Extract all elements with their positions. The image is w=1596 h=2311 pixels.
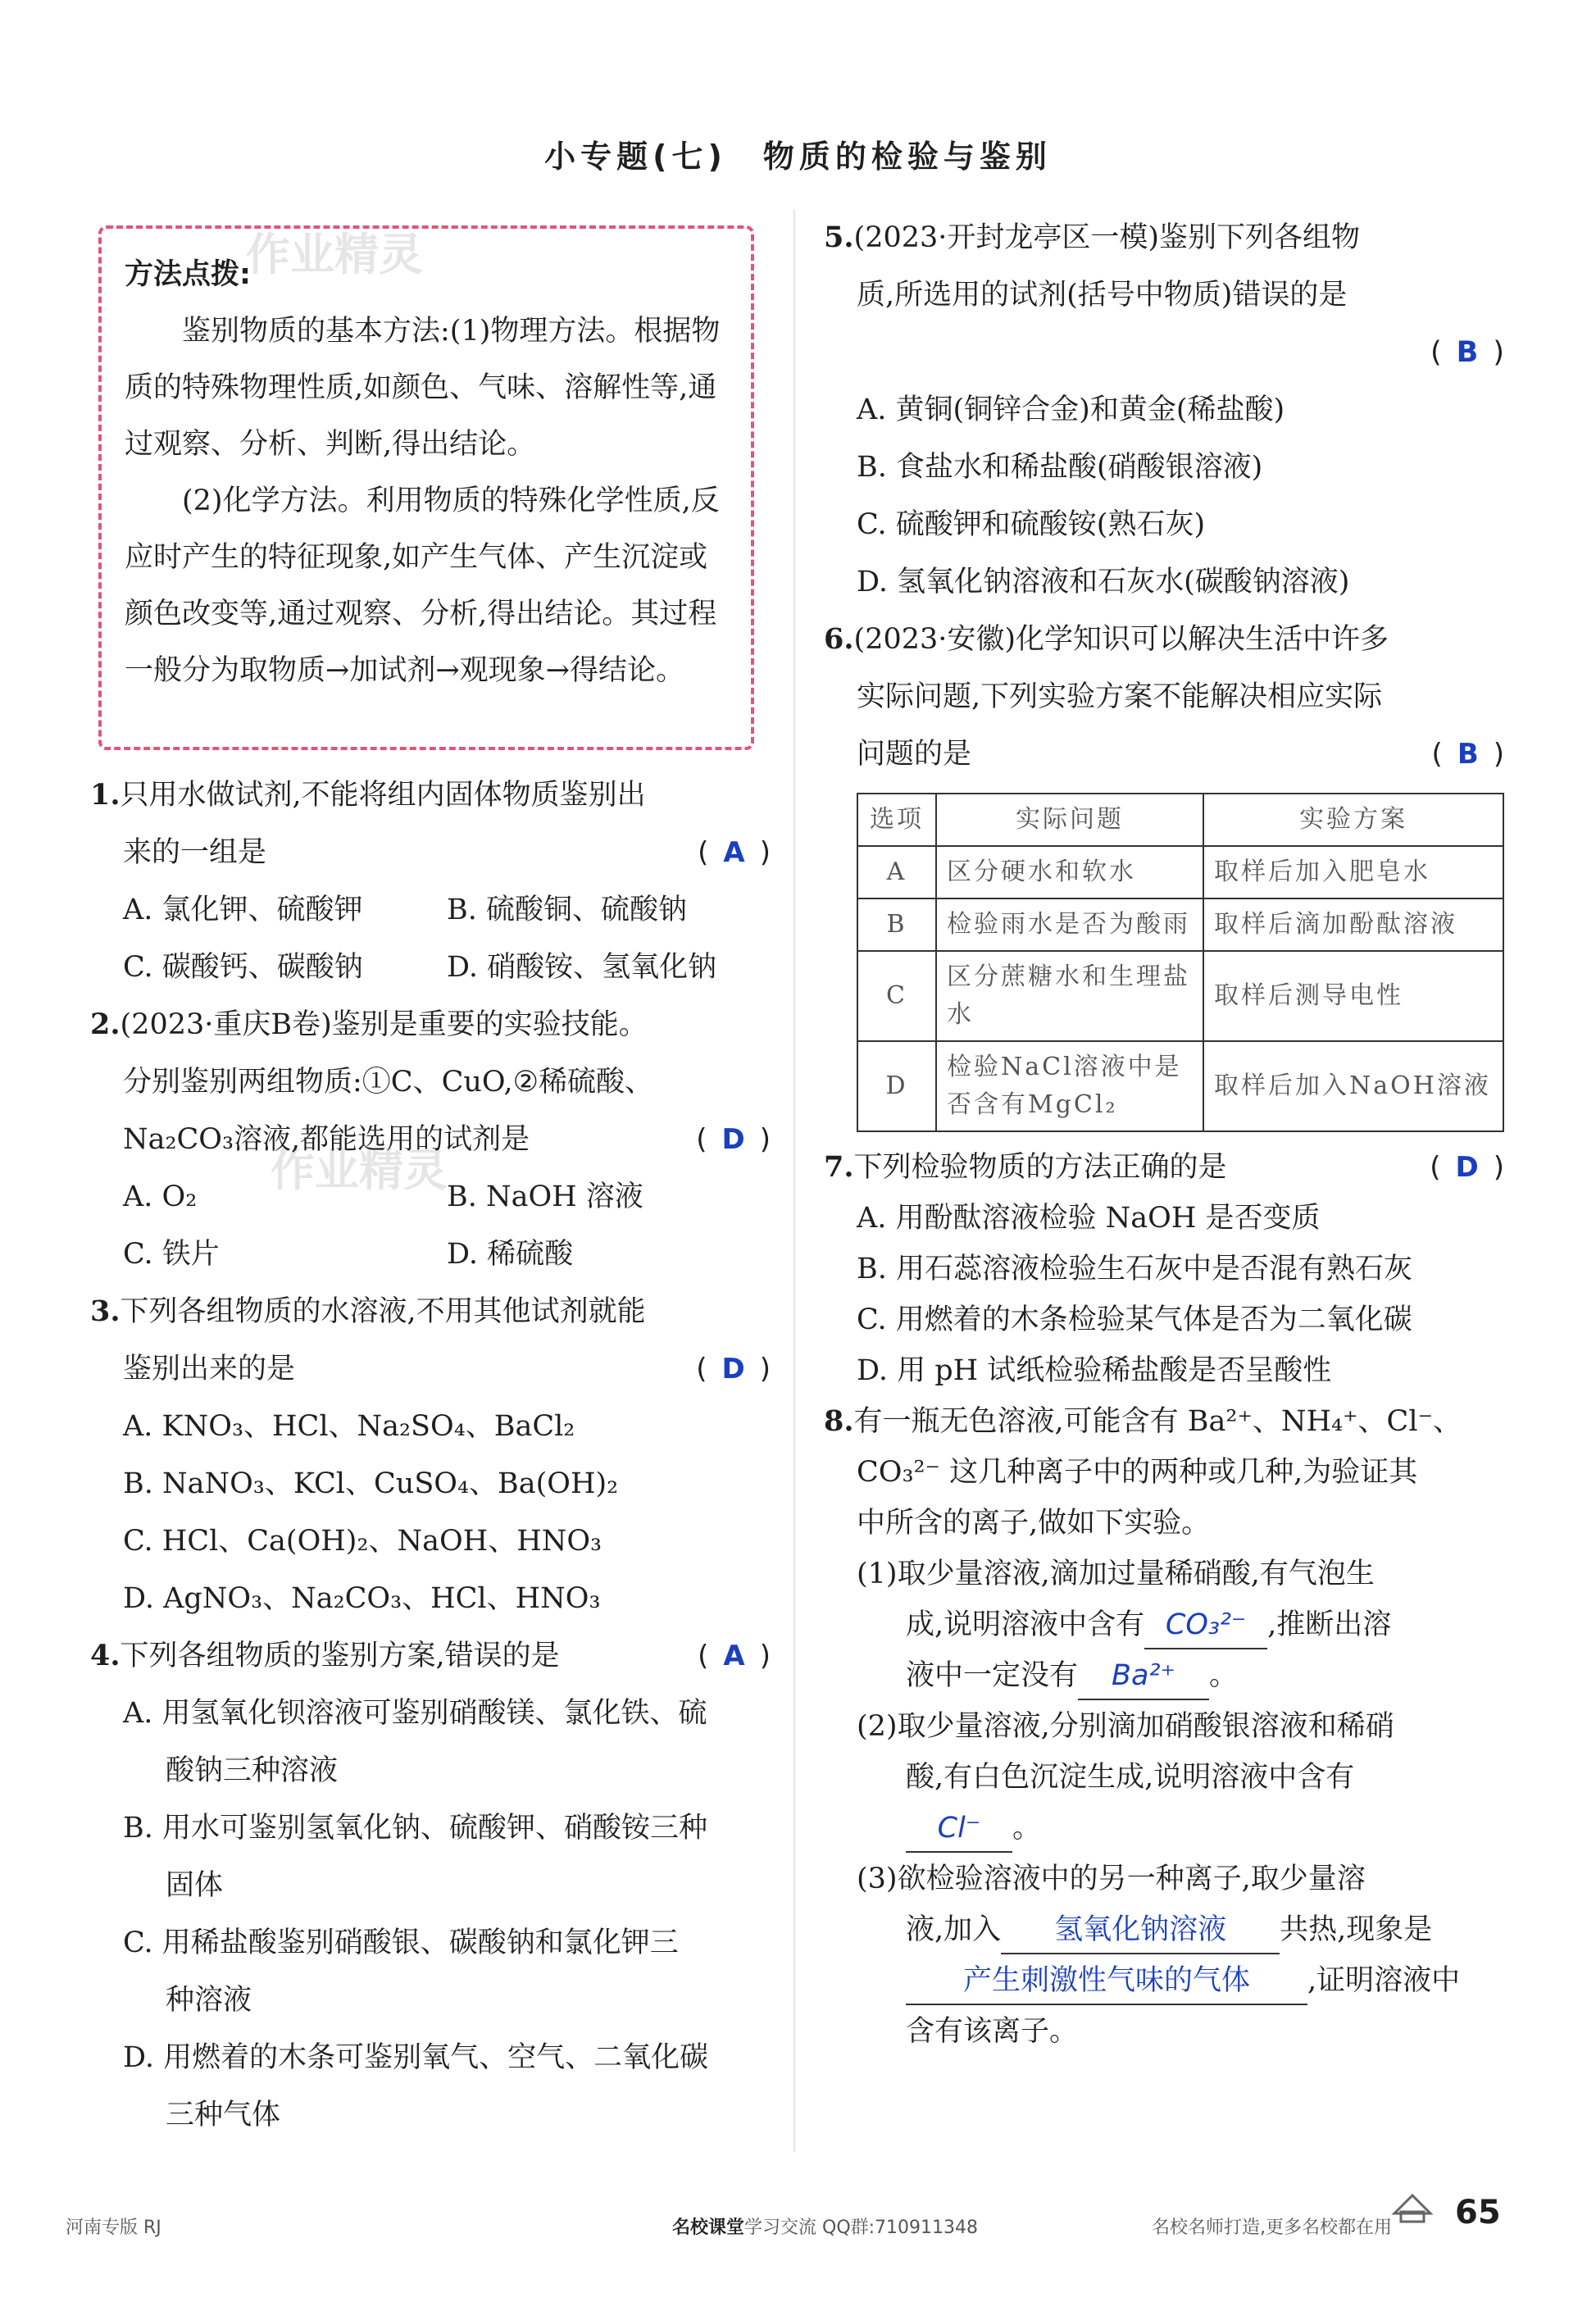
answer-letter: D bbox=[721, 1123, 745, 1156]
option-a: A. O₂ bbox=[123, 1181, 198, 1213]
question-number: 5. bbox=[824, 221, 854, 254]
footer-edition: 河南专版 RJ bbox=[66, 2218, 161, 2238]
sub-question-1-line: 成,说明溶液中含有 CO₃²⁻ ,推断出溶 bbox=[824, 1599, 1504, 1650]
option-a: A. 用氢氧化钡溶液可鉴别硝酸镁、氯化铁、硫 bbox=[123, 1697, 707, 1730]
question-stem: 下列各组物质的鉴别方案,错误的是 bbox=[120, 1640, 560, 1672]
handwritten-answer: Ba²⁺ bbox=[1112, 1659, 1175, 1692]
answer-bracket: ( A ) bbox=[698, 1640, 771, 1672]
question-stem: 下列各组物质的水溶液,不用其他试剂就能 bbox=[120, 1295, 646, 1328]
watermark: 作业精灵 bbox=[246, 229, 423, 280]
table-cell: 检验雨水是否为酸雨 bbox=[936, 898, 1203, 951]
question-stem: 有一瓶无色溶液,可能含有 Ba²⁺、NH₄⁺、Cl⁻、 bbox=[853, 1405, 1462, 1438]
method-tip-box bbox=[98, 225, 754, 750]
option-a-cont: 酸钠三种溶液 bbox=[166, 1754, 339, 1787]
table-cell: A bbox=[857, 846, 936, 898]
question-stem: 鉴别出来的是 bbox=[123, 1353, 296, 1385]
question-number: 3. bbox=[90, 1294, 120, 1328]
question-number: 6. bbox=[824, 622, 854, 656]
table-cell: 取样后滴加酚酞溶液 bbox=[1203, 898, 1503, 951]
question-1 bbox=[90, 767, 771, 996]
table-cell: 取样后加入NaOH溶液 bbox=[1203, 1041, 1503, 1131]
sub-question-2-line: Cl⁻ 。 bbox=[824, 1803, 1504, 1854]
question-3 bbox=[90, 1283, 771, 1627]
answer-letter: B bbox=[1457, 738, 1479, 771]
answer-blank bbox=[906, 1958, 1307, 2005]
question-stem: 质,所选用的试剂(括号中物质)错误的是 bbox=[857, 279, 1348, 312]
footer-qq: 学习交流 QQ群:710911348 bbox=[744, 2218, 979, 2238]
option-a: A. KNO₃、HCl、Na₂SO₄、BaCl₂ bbox=[123, 1410, 575, 1443]
question-stem: 问题的是 bbox=[857, 738, 972, 771]
question-4 bbox=[90, 1627, 771, 2144]
answer-letter: A bbox=[723, 1640, 745, 1672]
option-a: A. 用酚酞溶液检验 NaOH 是否变质 bbox=[857, 1202, 1321, 1235]
sub-question-3: (3)欲检验溶液中的另一种离子,取少量溶 bbox=[857, 1863, 1366, 1895]
brand-logo-icon bbox=[1389, 2189, 1435, 2227]
tip-heading: 方法点拨: bbox=[125, 258, 251, 291]
option-c: C. HCl、Ca(OH)₂、NaOH、HNO₃ bbox=[123, 1525, 602, 1558]
option-c: C. 用稀盐酸鉴别硝酸银、碳酸钠和氯化钾三 bbox=[123, 1927, 679, 1959]
footer-center bbox=[672, 2213, 978, 2239]
table-cell: 取样后加入肥皂水 bbox=[1203, 846, 1503, 898]
option-b-cont: 固体 bbox=[166, 1869, 224, 1902]
option-c: C. 铁片 bbox=[123, 1238, 220, 1271]
question-stem: (2023·安徽)化学知识可以解决生活中许多 bbox=[853, 623, 1389, 656]
sub-question-3-line: 含有该离子。 bbox=[906, 2015, 1079, 2048]
answer-bracket: ( B ) bbox=[1431, 738, 1504, 771]
answer-letter: D bbox=[1455, 1151, 1479, 1184]
sub-question-1: (1)取少量溶液,滴加过量稀硝酸,有气泡生 bbox=[857, 1558, 1375, 1590]
table-header-row bbox=[857, 794, 1503, 846]
handwritten-answer: Cl⁻ bbox=[937, 1812, 981, 1845]
table-cell: 检验NaCl溶液中是否含有MgCl₂ bbox=[936, 1041, 1203, 1131]
page-title: 小专题(七) 物质的检验与鉴别 bbox=[544, 139, 1052, 175]
question-stem: 实际问题,下列实验方案不能解决相应实际 bbox=[857, 680, 1383, 713]
question-stem: CO₃²⁻ 这几种离子中的两种或几种,为验证其 bbox=[857, 1456, 1418, 1489]
question-number: 8. bbox=[824, 1404, 854, 1438]
table-row bbox=[857, 846, 1503, 898]
footer-brand: 名校课堂 bbox=[672, 2218, 745, 2238]
option-d: D. 用 pH 试纸检验稀盐酸是否呈酸性 bbox=[857, 1354, 1332, 1387]
option-d: D. 用燃着的木条可鉴别氧气、空气、二氧化碳 bbox=[123, 2041, 709, 2074]
question-2 bbox=[90, 996, 771, 1283]
answer-bracket: ( D ) bbox=[696, 1123, 771, 1156]
answer-blank bbox=[1144, 1602, 1267, 1649]
answer-letter: D bbox=[721, 1353, 745, 1385]
option-c: C. 碳酸钙、碳酸钠 bbox=[123, 951, 363, 984]
question-number: 4. bbox=[90, 1639, 120, 1672]
table-cell: 区分硬水和软水 bbox=[936, 846, 1203, 898]
option-b: B. NaNO₃、KCl、CuSO₄、Ba(OH)₂ bbox=[123, 1467, 619, 1500]
option-d-cont: 三种气体 bbox=[166, 2099, 281, 2131]
left-column bbox=[90, 767, 771, 2144]
question-stem: 分别鉴别两组物质:①C、CuO,②稀硫酸、 bbox=[123, 1066, 654, 1099]
handwritten-answer: CO₃²⁻ bbox=[1165, 1608, 1247, 1641]
sub-question-2: (2)取少量溶液,分别滴加硝酸银溶液和稀硝 bbox=[857, 1710, 1394, 1743]
option-d: D. 稀硫酸 bbox=[447, 1238, 574, 1271]
page-number: 65 bbox=[1455, 2194, 1501, 2231]
option-b: B. 用石蕊溶液检验生石灰中是否混有熟石灰 bbox=[857, 1253, 1412, 1285]
answer-bracket: ( D ) bbox=[1430, 1151, 1504, 1184]
option-b: B. 用水可鉴别氢氧化钠、硫酸钾、硝酸铵三种 bbox=[123, 1812, 707, 1845]
table-cell: C bbox=[857, 951, 936, 1041]
question-stem: 中所含的离子,做如下实验。 bbox=[857, 1507, 1211, 1540]
sub-question-3-line: 液,加入 氢氧化钠溶液 共热,现象是 bbox=[824, 1904, 1504, 1955]
table-row bbox=[857, 951, 1503, 1041]
column-divider bbox=[793, 209, 795, 2152]
experiment-table bbox=[857, 793, 1504, 1132]
right-column bbox=[824, 209, 1504, 2057]
answer-blank bbox=[1001, 1907, 1280, 1954]
option-a: A. 黄铜(铜锌合金)和黄金(稀盐酸) bbox=[857, 394, 1285, 426]
sub-question-2-line: 酸,有白色沉淀生成,说明溶液中含有 bbox=[906, 1761, 1355, 1794]
table-cell: 区分蔗糖水和生理盐水 bbox=[936, 951, 1203, 1041]
option-c: C. 硫酸钾和硫酸铵(熟石灰) bbox=[857, 508, 1206, 541]
answer-bracket: ( D ) bbox=[696, 1353, 771, 1385]
watermark: 作业精灵 bbox=[271, 1144, 448, 1196]
table-header: 实验方案 bbox=[1203, 794, 1503, 846]
question-6 bbox=[824, 611, 1504, 1132]
question-7 bbox=[824, 1142, 1504, 1396]
question-stem: 只用水做试剂,不能将组内固体物质鉴别出 bbox=[120, 779, 646, 812]
answer-bracket: ( A ) bbox=[698, 836, 771, 869]
question-8 bbox=[824, 1396, 1504, 2057]
option-c-cont: 种溶液 bbox=[166, 1984, 252, 2017]
question-stem: 来的一组是 bbox=[123, 836, 267, 869]
tip-paragraph-2: (2)化学方法。利用物质的特殊化学性质,反应时产生的特征现象,如产生气体、产生沉淀或颜色改变等,通过观察、分析,得出结论。其过程一般分为取物质→加试剂→观现象→得结论。 bbox=[125, 484, 720, 687]
question-number: 2. bbox=[90, 1008, 120, 1041]
answer-blank bbox=[906, 1805, 1012, 1853]
question-stem: Na₂CO₃溶液,都能选用的试剂是 bbox=[123, 1123, 530, 1156]
question-stem: (2023·开封龙亭区一模)鉴别下列各组物 bbox=[853, 221, 1361, 254]
footer-slogan: 名校名师打造,更多名校都在用 bbox=[1152, 2218, 1392, 2238]
option-d: D. 硝酸铵、氢氧化钠 bbox=[447, 951, 717, 984]
table-header: 选项 bbox=[857, 794, 936, 846]
answer-blank bbox=[1078, 1653, 1209, 1700]
option-b: B. NaOH 溶液 bbox=[447, 1181, 643, 1213]
option-d: D. 氢氧化钠溶液和石灰水(碳酸钠溶液) bbox=[857, 566, 1350, 598]
answer-letter: B bbox=[1456, 336, 1479, 369]
answer-letter: A bbox=[723, 836, 745, 869]
handwritten-answer: 产生刺激性气味的气体 bbox=[962, 1964, 1250, 1997]
table-cell: D bbox=[857, 1041, 936, 1131]
tip-paragraph-1: 鉴别物质的基本方法:(1)物理方法。根据物质的特殊物理性质,如颜色、气味、溶解性等,通过观察、分析、判断,得出结论。 bbox=[125, 315, 721, 461]
table-row bbox=[857, 898, 1503, 951]
option-a: A. 氯化钾、硫酸钾 bbox=[123, 894, 363, 926]
option-d: D. AgNO₃、Na₂CO₃、HCl、HNO₃ bbox=[123, 1582, 601, 1615]
table-cell: B bbox=[857, 898, 936, 951]
question-number: 7. bbox=[824, 1150, 854, 1184]
question-stem: 下列检验物质的方法正确的是 bbox=[853, 1151, 1227, 1184]
question-number: 1. bbox=[90, 778, 120, 812]
table-header: 实际问题 bbox=[936, 794, 1203, 846]
option-b: B. 食盐水和稀盐酸(硝酸银溶液) bbox=[857, 451, 1263, 484]
option-c: C. 用燃着的木条检验某气体是否为二氧化碳 bbox=[857, 1303, 1412, 1336]
question-5 bbox=[824, 209, 1504, 611]
table-cell: 取样后测导电性 bbox=[1203, 951, 1503, 1041]
handwritten-answer: 氢氧化钠溶液 bbox=[1054, 1913, 1227, 1946]
answer-bracket: ( B ) bbox=[1430, 336, 1504, 369]
option-b: B. 硫酸铜、硫酸钠 bbox=[447, 894, 687, 926]
sub-question-3-line: 产生刺激性气味的气体 ,证明溶液中 bbox=[824, 1955, 1504, 2006]
sub-question-1-line: 液中一定没有 Ba²⁺ 。 bbox=[824, 1650, 1504, 1701]
question-stem: (2023·重庆B卷)鉴别是重要的实验技能。 bbox=[120, 1008, 648, 1041]
table-row bbox=[857, 1041, 1503, 1131]
